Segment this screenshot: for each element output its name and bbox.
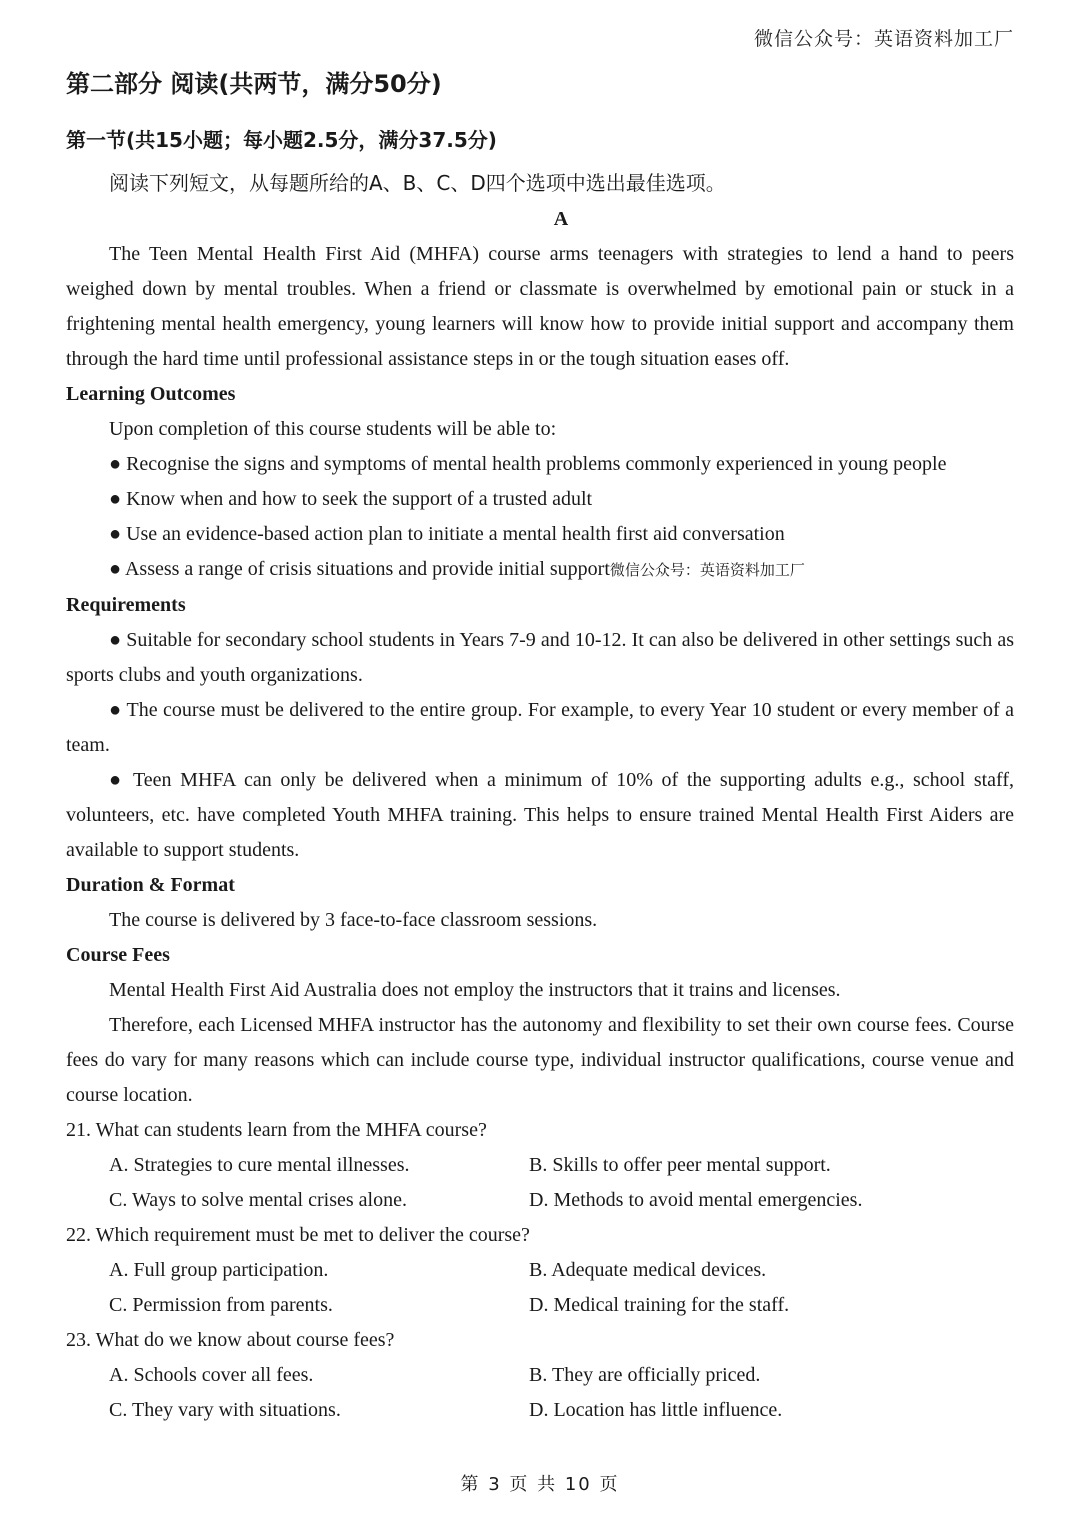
duration-text: The course is delivered by 3 face-to-face classroom sessions.: [109, 909, 598, 931]
question-23-stem: 23. What do we know about course fees?: [66, 1329, 395, 1351]
option-c: C. Ways to solve mental crises alone.: [109, 1189, 407, 1211]
question-21-options-row: [66, 1183, 1014, 1218]
part-title: 第二部分 阅读(共两节，满分50分): [66, 70, 442, 98]
passage-intro: The Teen Mental Health First Aid (MHFA) course arms teenagers with strategies to lend a hand to peers weighed down by mental troubles. When a friend or classmate is overwhelmed by emotional pain or stuck in a frightening mental health emergency, young learners will know how to provide initial support and accompany them through the hard time until professional assistance steps in or the tough situation eases off.: [66, 243, 1014, 370]
watermark-header: 微信公众号：英语资料加工厂: [753, 28, 1014, 50]
fees-heading: Course Fees: [66, 944, 170, 966]
section-title: 第一节(共15小题；每小题2.5分，满分37.5分): [66, 128, 497, 152]
instruction-text: 阅读下列短文，从每题所给的A、B、C、D四个选项中选出最佳选项。: [109, 171, 726, 195]
fees-paragraph: Mental Health First Aid Australia does not employ the instructors that it trains and licenses.: [109, 979, 841, 1001]
learning-outcome-item: ● Know when and how to seek the support of a trusted adult: [109, 488, 593, 510]
option-d: D. Location has little influence.: [529, 1399, 783, 1421]
option-a: A. Full group participation.: [109, 1259, 329, 1281]
learning-outcomes-lead: Upon completion of this course students will be able to:: [109, 418, 557, 440]
requirement-item: ● The course must be delivered to the entire group. For example, to every Year 10 student or every member of a team.: [66, 699, 1014, 756]
requirement-item: ● Suitable for secondary school students in Years 7-9 and 10-12. It can also be delivered in other settings such as sports clubs and youth organizations.: [66, 629, 1014, 686]
question-22-stem: 22. Which requirement must be met to deliver the course?: [66, 1224, 530, 1246]
option-c: C. They vary with situations.: [109, 1399, 341, 1421]
question-21-stem: 21. What can students learn from the MHFA course?: [66, 1119, 487, 1141]
option-d: D. Methods to avoid mental emergencies.: [529, 1189, 863, 1211]
duration-heading: Duration & Format: [66, 874, 235, 896]
page-number: 第 3 页 共 10 页: [460, 1474, 620, 1495]
requirements-heading: Requirements: [66, 594, 186, 616]
option-b: B. Adequate medical devices.: [529, 1259, 767, 1281]
option-c: C. Permission from parents.: [109, 1294, 333, 1316]
learning-outcomes-heading: Learning Outcomes: [66, 383, 236, 405]
learning-outcome-item-with-watermark: [66, 552, 1014, 588]
learning-outcome-item: ● Recognise the signs and symptoms of mental health problems commonly experienced in young people: [109, 453, 947, 475]
question-22-options-row: [66, 1288, 1014, 1323]
option-a: A. Schools cover all fees.: [109, 1364, 314, 1386]
question-23-options-row: [66, 1358, 1014, 1393]
question-23-options-row: [66, 1393, 1014, 1428]
option-b: B. They are officially priced.: [529, 1364, 761, 1386]
question-21-options-row: [66, 1148, 1014, 1183]
option-b: B. Skills to offer peer mental support.: [529, 1154, 831, 1176]
fees-paragraph: Therefore, each Licensed MHFA instructor has the autonomy and flexibility to set their own course fees. Course fees do vary for many reasons which can include course type, individual instructor qualifications, course venue and course location.: [66, 1014, 1014, 1106]
learning-outcome-item: ● Use an evidence-based action plan to initiate a mental health first aid conversation: [109, 523, 785, 545]
passage-content: [66, 237, 1014, 1428]
requirement-item: ● Teen MHFA can only be delivered when a minimum of 10% of the supporting adults e.g., school staff, volunteers, etc. have completed Youth MHFA training. This helps to ensure trained Mental Health First Aiders are available to support students.: [66, 769, 1014, 861]
option-a: A. Strategies to cure mental illnesses.: [109, 1154, 410, 1176]
question-22-options-row: [66, 1253, 1014, 1288]
learning-outcome-item: ● Assess a range of crisis situations and provide initial support: [109, 558, 610, 580]
option-d: D. Medical training for the staff.: [529, 1294, 790, 1316]
watermark-inline: 微信公众号：英语资料加工厂: [609, 561, 805, 579]
passage-label: A: [553, 208, 569, 230]
